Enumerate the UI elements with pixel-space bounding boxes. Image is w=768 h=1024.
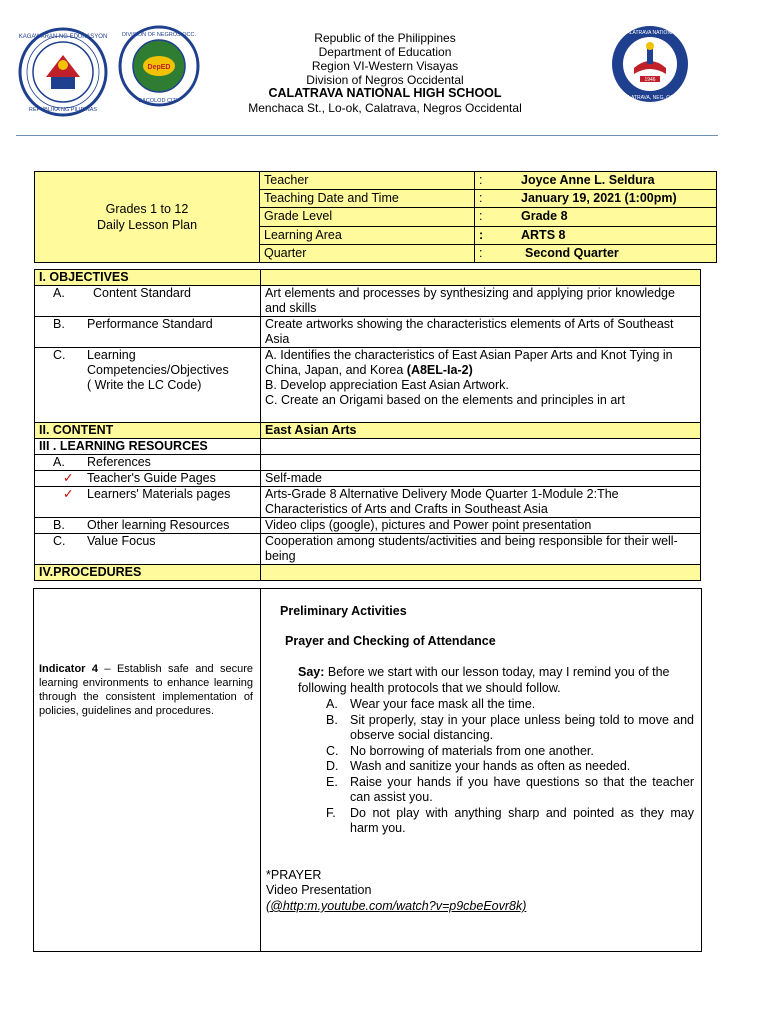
teachers-guide-label bbox=[35, 471, 261, 487]
competencies-label-2: Competencies/Objectives bbox=[87, 363, 229, 377]
prayer-note: *PRAYER bbox=[266, 868, 322, 882]
item-letter: C. bbox=[53, 534, 66, 548]
svg-text:KAGAWARAN NG EDUKASYON: KAGAWARAN NG EDUKASYON bbox=[18, 34, 108, 40]
references-blank bbox=[261, 455, 701, 471]
info-sep: : bbox=[475, 226, 518, 244]
procedures-heading: IV.PROCEDURES bbox=[35, 565, 261, 581]
list-item: C. No borrowing of materials from one another. bbox=[326, 743, 594, 758]
video-link[interactable]: (@http:m.youtube.com/watch?v=p9cbeEovr8k) bbox=[266, 899, 527, 913]
competencies-label bbox=[35, 348, 261, 423]
header-line-2: Department of Education bbox=[318, 45, 452, 59]
item-letter: B. bbox=[53, 518, 65, 532]
teachers-guide-value: Self-made bbox=[261, 471, 701, 487]
svg-text:BACOLOD CITY: BACOLOD CITY bbox=[138, 98, 180, 104]
info-label-teacher: Teacher bbox=[260, 172, 475, 190]
info-value-quarter: Second Quarter bbox=[517, 244, 717, 262]
procedures-heading-blank bbox=[261, 565, 701, 581]
checkmark-icon: ✓ bbox=[63, 471, 74, 485]
header-divider bbox=[16, 135, 718, 136]
video-label: Video Presentation bbox=[266, 883, 372, 897]
header-line-3: Region VI-Western Visayas bbox=[311, 59, 459, 73]
info-label-quarter: Quarter bbox=[260, 244, 475, 262]
info-sep: : bbox=[475, 190, 518, 208]
info-value-date: January 19, 2021 (1:00pm) bbox=[517, 190, 717, 208]
list-item: D. Wash and sanitize your hands as often as needed. bbox=[326, 759, 631, 773]
info-label-grade: Grade Level bbox=[260, 208, 475, 226]
indicator-note bbox=[39, 662, 253, 718]
deped-seal-logo bbox=[18, 27, 108, 117]
list-item: E. Raise your hands if you have questions so that the teacher can assist you. bbox=[326, 774, 694, 804]
lesson-plan-table bbox=[34, 269, 701, 581]
item-label: Value Focus bbox=[87, 534, 156, 548]
preliminary-activities: Preliminary Activities bbox=[280, 604, 407, 618]
item-letter: A. bbox=[53, 286, 65, 300]
item-letter: A. bbox=[53, 455, 65, 469]
list-item: B. Sit properly, stay in your place unless being told to move and observe social distancing. bbox=[326, 712, 694, 742]
svg-text:DepED: DepED bbox=[147, 64, 171, 71]
procedures-body bbox=[33, 588, 702, 952]
competency-b: B. Develop appreciation East Asian Artwork. bbox=[265, 378, 509, 392]
svg-text:1946: 1946 bbox=[644, 77, 656, 83]
learners-materials-label bbox=[35, 487, 261, 518]
school-name: CALATRAVA NATIONAL HIGH SCHOOL bbox=[268, 86, 502, 100]
item-label: Other learning Resources bbox=[87, 518, 230, 532]
competencies-label-1: Learning bbox=[87, 348, 136, 362]
resources-heading: III . LEARNING RESOURCES bbox=[35, 439, 261, 455]
info-label-area: Learning Area bbox=[260, 226, 475, 244]
references-label bbox=[35, 455, 261, 471]
competency-c: C. Create an Origami based on the elements and principles in art bbox=[265, 393, 625, 407]
procedures-divider bbox=[260, 589, 261, 951]
other-resources-value: Video clips (google), pictures and Power point presentation bbox=[261, 518, 701, 534]
svg-text:CALATRAVA, NEG. OCC.: CALATRAVA, NEG. OCC. bbox=[621, 95, 679, 101]
checkmark-icon: ✓ bbox=[63, 487, 74, 501]
info-label-date: Teaching Date and Time bbox=[260, 190, 475, 208]
svg-text:DIVISION OF NEGROS OCC.: DIVISION OF NEGROS OCC. bbox=[122, 32, 196, 38]
item-label: Content Standard bbox=[93, 286, 191, 300]
svg-text:REPUBLIKA NG PILIPINAS: REPUBLIKA NG PILIPINAS bbox=[28, 107, 98, 113]
dlp-title-grades: Grades 1 to 12 bbox=[105, 202, 189, 216]
header-line-4: Division of Negros Occidental bbox=[306, 73, 464, 87]
division-seal-logo bbox=[118, 25, 200, 107]
lesson-info-table bbox=[34, 171, 717, 263]
indicator-text: – Establish safe and secure learning environments to enhance learning through the consistent implementation of policies, guidelines and procedures. bbox=[39, 663, 254, 717]
prayer-attendance-heading: Prayer and Checking of Attendance bbox=[285, 634, 496, 648]
value-focus-value: Cooperation among students/activities and being responsible for their well-being bbox=[261, 534, 701, 565]
content-standard-text: Art elements and processes by synthesizing and applying prior knowledge and skills bbox=[261, 286, 701, 317]
performance-standard-label bbox=[35, 317, 261, 348]
say-label: Say: bbox=[298, 665, 325, 679]
item-letter: C. bbox=[53, 348, 66, 362]
competencies-label-3: ( Write the LC Code) bbox=[87, 378, 202, 392]
content-value: East Asian Arts bbox=[261, 423, 701, 439]
performance-standard-text: Create artworks showing the characteristics elements of Arts of Southeast Asia bbox=[261, 317, 701, 348]
info-sep: : bbox=[475, 172, 518, 190]
item-label: Performance Standard bbox=[87, 317, 213, 331]
objectives-heading-blank bbox=[261, 270, 701, 286]
header-line-1: Republic of the Philippines bbox=[314, 31, 456, 45]
competency-a: A. Identifies the characteristics of East Asian Paper Arts and Knot Tying in China, Japan, and Korea (A8EL-Ia-2) bbox=[265, 348, 673, 377]
info-value-grade: Grade 8 bbox=[517, 208, 717, 226]
dlp-title-cell bbox=[35, 172, 260, 263]
school-address: Menchaca St., Lo-ok, Calatrava, Negros Occidental bbox=[248, 101, 522, 115]
info-sep: : bbox=[475, 208, 518, 226]
indicator-label: Indicator 4 bbox=[39, 663, 98, 675]
info-value-area: ARTS 8 bbox=[517, 226, 717, 244]
learners-materials-value: Arts-Grade 8 Alternative Delivery Mode Quarter 1-Module 2:The Characteristics of Arts and Crafts in Southeast Asia bbox=[261, 487, 701, 518]
say-instruction bbox=[298, 665, 694, 696]
list-item: A. Wear your face mask all the time. bbox=[326, 697, 536, 711]
content-heading: II. CONTENT bbox=[35, 423, 261, 439]
resources-heading-blank bbox=[261, 439, 701, 455]
lc-code: (A8EL-Ia-2) bbox=[406, 363, 473, 377]
dlp-title-plan: Daily Lesson Plan bbox=[96, 218, 198, 232]
value-focus-label bbox=[35, 534, 261, 565]
info-value-teacher: Joyce Anne L. Seldura bbox=[517, 172, 717, 190]
info-sep: : bbox=[475, 244, 518, 262]
health-protocols-list bbox=[302, 697, 694, 837]
content-standard-label bbox=[35, 286, 261, 317]
school-seal-logo bbox=[610, 24, 690, 104]
svg-text:CALATRAVA NATIONAL: CALATRAVA NATIONAL bbox=[622, 30, 678, 36]
item-letter: B. bbox=[53, 317, 65, 331]
objectives-heading: I. OBJECTIVES bbox=[35, 270, 261, 286]
list-item: F. Do not play with anything sharp and pointed as they may harm you. bbox=[326, 805, 694, 835]
item-label: Teacher's Guide Pages bbox=[87, 471, 216, 485]
competencies-text bbox=[261, 348, 701, 423]
say-text: Before we start with our lesson today, may I remind you of the following health protocols that we should follow. bbox=[298, 665, 670, 695]
item-label: Learners' Materials pages bbox=[87, 487, 231, 501]
other-resources-label bbox=[35, 518, 261, 534]
item-label: References bbox=[87, 455, 151, 469]
